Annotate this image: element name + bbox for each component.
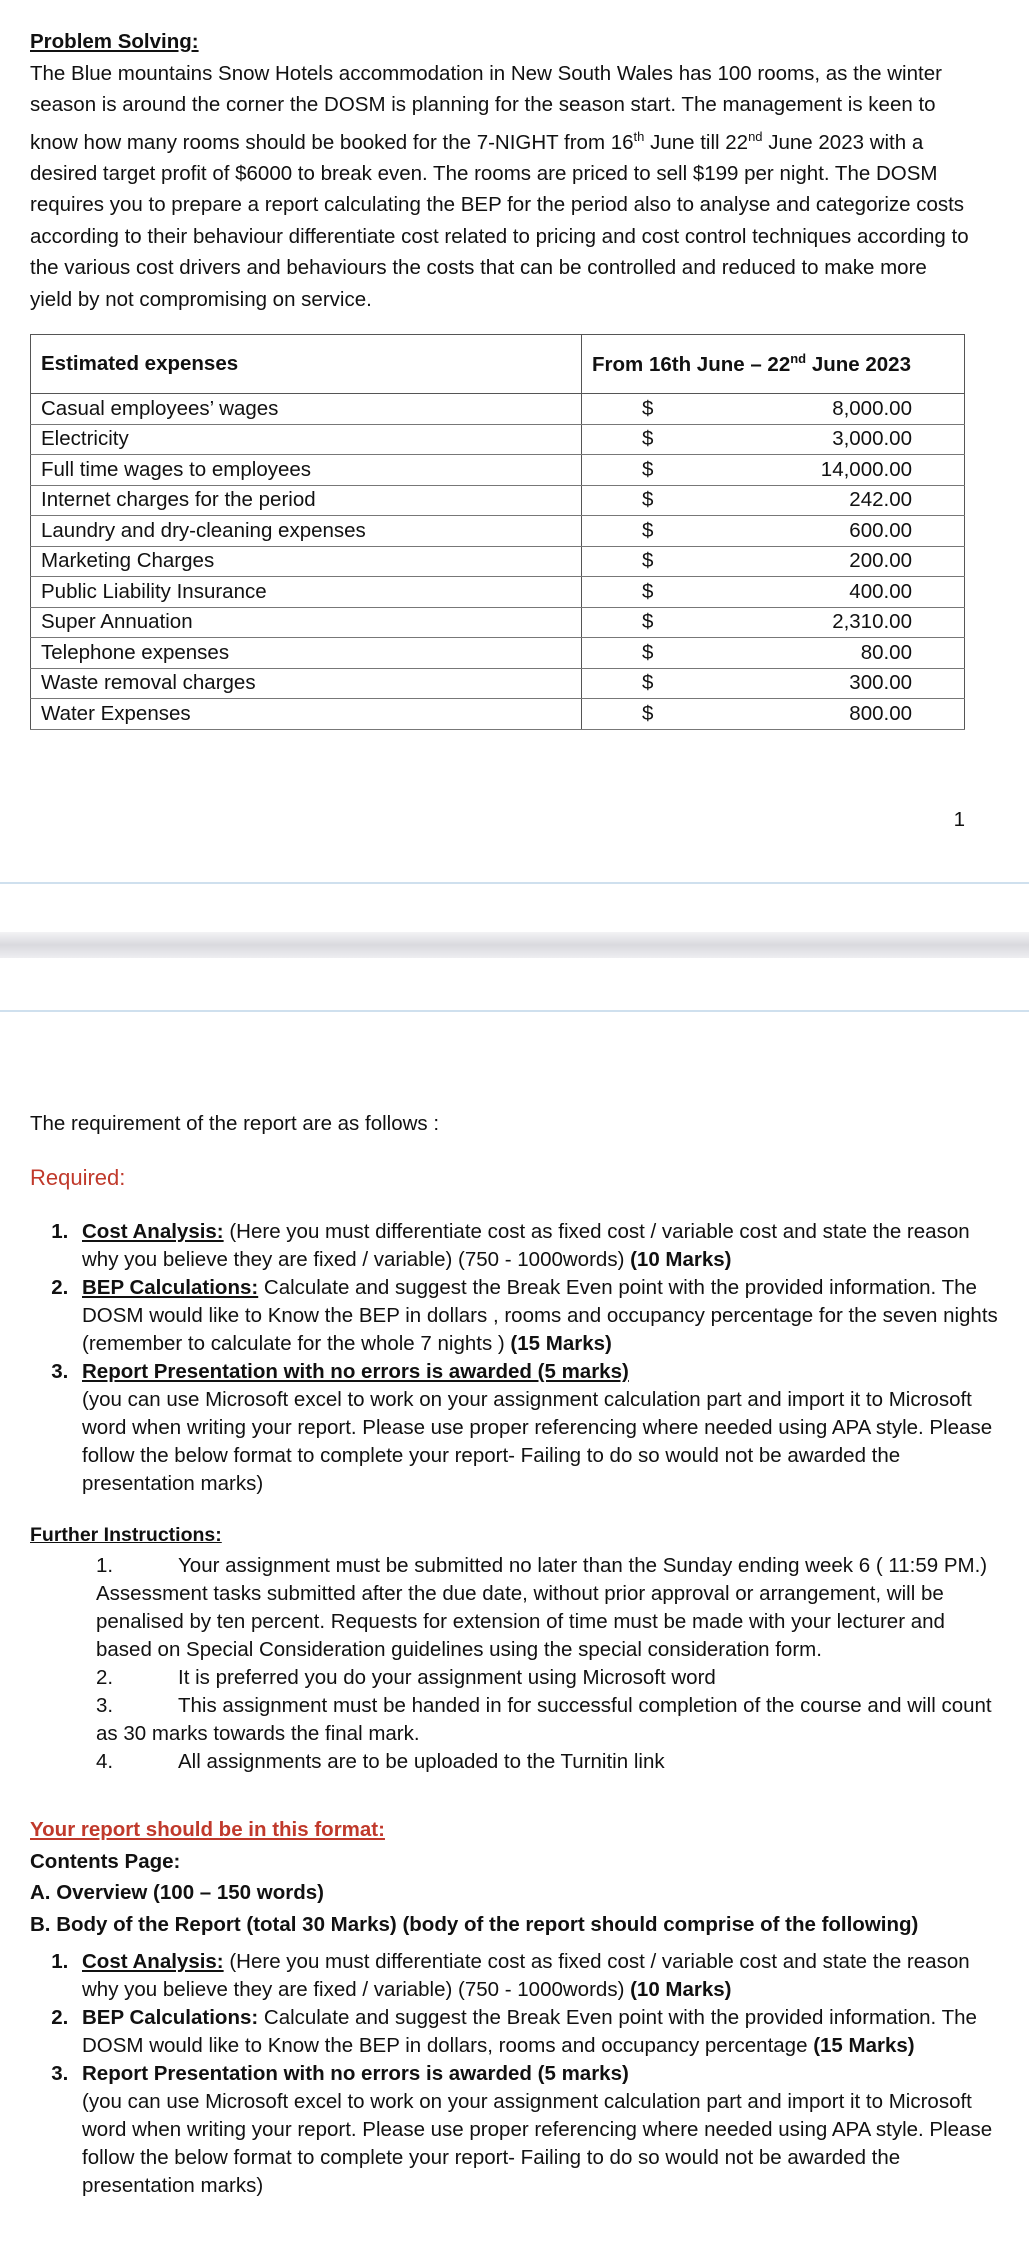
- item-marks: (15 Marks): [813, 2034, 915, 2057]
- expense-label: Public Liability Insurance: [31, 577, 582, 608]
- expense-label: Marketing Charges: [31, 546, 582, 577]
- header-estimated-expenses: Estimated expenses: [31, 335, 582, 394]
- further-text: It is preferred you do your assignment using Microsoft word: [178, 1665, 716, 1689]
- problem-heading: Problem Solving:: [30, 30, 199, 53]
- expense-label: Laundry and dry-cleaning expenses: [31, 516, 582, 547]
- expense-label: Electricity: [31, 424, 582, 455]
- format-list-wrap: [0, 1948, 1000, 2200]
- item-title: Report Presentation with no errors is awarded (5 marks): [82, 2062, 629, 2085]
- list-item: [74, 2060, 1000, 2200]
- currency-symbol: $: [582, 394, 693, 425]
- table-row: [31, 546, 965, 577]
- expense-label: Water Expenses: [31, 699, 582, 730]
- further-num: 1.: [96, 1553, 114, 1577]
- format-section: [30, 1814, 970, 1940]
- currency-symbol: $: [582, 638, 693, 669]
- expense-amount: 300.00: [692, 668, 965, 699]
- currency-symbol: $: [582, 577, 693, 608]
- table-row: [31, 607, 965, 638]
- further-item: [96, 1692, 996, 1748]
- further-num: 4.: [96, 1749, 114, 1773]
- list-item: [74, 1358, 1000, 1498]
- item-text: (Here you must differentiate cost as fixed cost / variable cost and state the reason why you believe they are fixed / variable) (750 - 1000words): [82, 1950, 970, 2001]
- item-text: (you can use Microsoft excel to work on your assignment calculation part and import it to Microsoft word when writing your report. Please use proper referencing where needed using APA style. Please follow the below format to complete your report- Failing to do so would not be awarded the presentation marks): [82, 2090, 993, 2197]
- further-text: All assignments are to be uploaded to the Turnitin link: [178, 1749, 665, 1773]
- item-text: (Here you must differentiate cost as fixed cost / variable cost and state the reason why you believe they are fixed / variable) (750 - 1000words): [82, 1220, 970, 1271]
- contents-page-label: Contents Page:: [30, 1849, 181, 1873]
- currency-symbol: $: [582, 485, 693, 516]
- expenses-table-body: [31, 394, 965, 730]
- currency-symbol: $: [582, 455, 693, 486]
- problem-section: [30, 26, 970, 315]
- list-item: [74, 1274, 1000, 1358]
- item-title: Cost Analysis:: [82, 1950, 224, 1973]
- table-row: [31, 699, 965, 730]
- list-item: [74, 2004, 1000, 2060]
- further-list: [30, 1552, 996, 1776]
- further-item: [96, 1748, 996, 1776]
- currency-symbol: $: [582, 607, 693, 638]
- further-num: 2.: [96, 1665, 114, 1689]
- further-text: Your assignment must be submitted no later than the Sunday ending week 6 ( 11:59 PM.) Assessment tasks submitted after the due date, without prior approval or arrangement, will be penalised by ten percent. Requests for extension of time must be made with your lecturer and based on Special Consideration guidelines using the special consideration form.: [96, 1553, 988, 1661]
- table-header-row: [31, 335, 965, 394]
- expense-amount: 200.00: [692, 546, 965, 577]
- expense-amount: 14,000.00: [692, 455, 965, 486]
- header-period: From 16th June – 22nd June 2023: [582, 335, 965, 394]
- currency-symbol: $: [582, 516, 693, 547]
- expense-label: Full time wages to employees: [31, 455, 582, 486]
- item-text: Calculate and suggest the Break Even point with the provided information. The DOSM would like to Know the BEP in dollars , rooms and occupancy percentage for the seven nights (remember to calculate for the whole 7 nights ): [82, 1276, 998, 1355]
- table-row: [31, 516, 965, 547]
- item-marks: (10 Marks): [630, 1978, 732, 2001]
- item-title: BEP Calculations:: [82, 1276, 259, 1299]
- table-row: [31, 485, 965, 516]
- currency-symbol: $: [582, 668, 693, 699]
- expense-amount: 3,000.00: [692, 424, 965, 455]
- item-title: Cost Analysis:: [82, 1220, 224, 1243]
- list-item: [74, 1948, 1000, 2004]
- body-label: B. Body of the Report (total 30 Marks) (body of the report should comprise of the following): [30, 1912, 919, 1936]
- currency-symbol: $: [582, 546, 693, 577]
- expense-label: Casual employees’ wages: [31, 394, 582, 425]
- currency-symbol: $: [582, 699, 693, 730]
- expenses-table: [30, 334, 965, 730]
- further-num: 3.: [96, 1693, 114, 1717]
- table-row: [31, 577, 965, 608]
- expense-amount: 8,000.00: [692, 394, 965, 425]
- format-list: [0, 1948, 1000, 2200]
- further-instructions: [30, 1520, 992, 1776]
- expense-label: Super Annuation: [31, 607, 582, 638]
- expense-amount: 600.00: [692, 516, 965, 547]
- overview-label: A. Overview (100 – 150 words): [30, 1881, 324, 1904]
- further-item: [96, 1664, 996, 1692]
- list-item: [74, 1218, 1000, 1274]
- expense-amount: 800.00: [692, 699, 965, 730]
- expense-amount: 400.00: [692, 577, 965, 608]
- expense-amount: 242.00: [692, 485, 965, 516]
- expense-label: Internet charges for the period: [31, 485, 582, 516]
- further-text: This assignment must be handed in for successful completion of the course and will count as 30 marks towards the final mark.: [96, 1693, 992, 1745]
- document-page-2: [0, 1012, 1029, 2253]
- further-heading: Further Instructions:: [30, 1524, 222, 1546]
- currency-symbol: $: [582, 424, 693, 455]
- page-break: [0, 882, 1029, 1012]
- table-row: [31, 424, 965, 455]
- document-page-1: [0, 0, 1029, 882]
- table-row: [31, 394, 965, 425]
- requirements-intro: The requirement of the report are as follows :: [30, 1112, 440, 1135]
- item-text: (you can use Microsoft excel to work on your assignment calculation part and import it to Microsoft word when writing your report. Please use proper referencing where needed using APA style. Please follow the below format to complete your report- Failing to do so would not be awarded the presentation marks): [82, 1388, 993, 1495]
- item-title: BEP Calculations:: [82, 2006, 259, 2029]
- problem-text: The Blue mountains Snow Hotels accommodation in New South Wales has 100 rooms, as the winter season is around the corner the DOSM is planning for the season start. The management is keen to know how many rooms should be booked for the 7-NIGHT from 16th June till 22nd June 2023 with a desired target profit of $6000 to break even. The rooms are priced to sell $199 per night. The DOSM requires you to prepare a report calculating the BEP for the period also to analyse and categorize costs according to their behaviour differentiate cost related to pricing and cost control techniques according to the various cost drivers and behaviours the costs that can be controlled and reduced to make more yield by not compromising on service.: [30, 61, 969, 311]
- expense-label: Waste removal charges: [31, 668, 582, 699]
- item-marks: (15 Marks): [510, 1332, 612, 1355]
- required-heading: Required:: [30, 1165, 126, 1190]
- item-marks: (10 Marks): [630, 1248, 732, 1271]
- expense-amount: 2,310.00: [692, 607, 965, 638]
- page-number: 1: [953, 808, 965, 831]
- table-row: [31, 638, 965, 669]
- format-heading: Your report should be in this format:: [30, 1818, 385, 1841]
- item-text: Calculate and suggest the Break Even point with the provided information. The DOSM would like to Know the BEP in dollars, rooms and occupancy percentage: [82, 2006, 977, 2057]
- table-row: [31, 668, 965, 699]
- expense-amount: 80.00: [692, 638, 965, 669]
- item-title: Report Presentation with no errors is awarded (5 marks): [82, 1360, 629, 1383]
- required-list: [0, 1218, 1000, 1498]
- expense-label: Telephone expenses: [31, 638, 582, 669]
- further-item: [96, 1552, 996, 1664]
- required-list-wrap: [0, 1218, 1000, 1498]
- table-row: [31, 455, 965, 486]
